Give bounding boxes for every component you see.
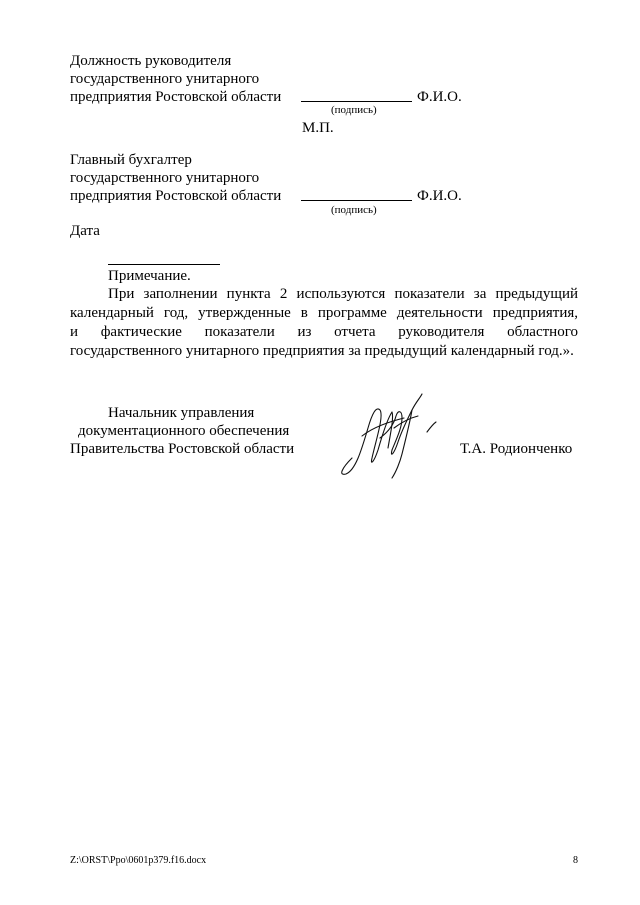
position-title-line-3: предприятия Ростовской области <box>70 89 282 105</box>
signature-line <box>301 101 412 102</box>
note-line: При заполнении пункта 2 используются показатели за предыдущий <box>108 286 578 302</box>
position-title-line-1: Должность руководителя <box>70 53 232 69</box>
note-heading: Примечание. <box>108 268 191 284</box>
signatory-title-line-3: Правительства Ростовской области <box>70 441 295 457</box>
page-number: 8 <box>573 855 578 866</box>
signature-line <box>301 200 412 201</box>
fio-label: Ф.И.О. <box>417 188 462 204</box>
footer-file-path: Z:\ORST\Ppo\0601p379.f16.docx <box>70 855 207 866</box>
seal-label: М.П. <box>302 120 334 136</box>
accountant-title-line-1: Главный бухгалтер <box>70 152 192 168</box>
signatory-title-line-1: Начальник управления <box>108 405 255 421</box>
note-paragraph <box>70 285 578 361</box>
signature-caption: (подпись) <box>331 104 377 116</box>
date-label: Дата <box>70 223 100 239</box>
signature-caption: (подпись) <box>331 204 377 216</box>
signatory-name: Т.А. Родионченко <box>460 441 573 457</box>
accountant-title-line-3: предприятия Ростовской области <box>70 188 282 204</box>
note-line: и фактические показатели из отчета руководителя областного <box>70 324 578 340</box>
accountant-title-line-2: государственного унитарного <box>70 170 260 186</box>
note-line: календарный год, утвержденные в программе деятельности предприятия, <box>70 305 578 321</box>
signatory-title-line-2: документационного обеспечения <box>78 423 290 439</box>
fio-label: Ф.И.О. <box>417 89 462 105</box>
note-line: государственного унитарного предприятия за предыдущий календарный год.». <box>70 343 574 359</box>
handwritten-signature <box>332 388 442 480</box>
footnote-separator <box>108 264 220 265</box>
position-title-line-2: государственного унитарного <box>70 71 260 87</box>
